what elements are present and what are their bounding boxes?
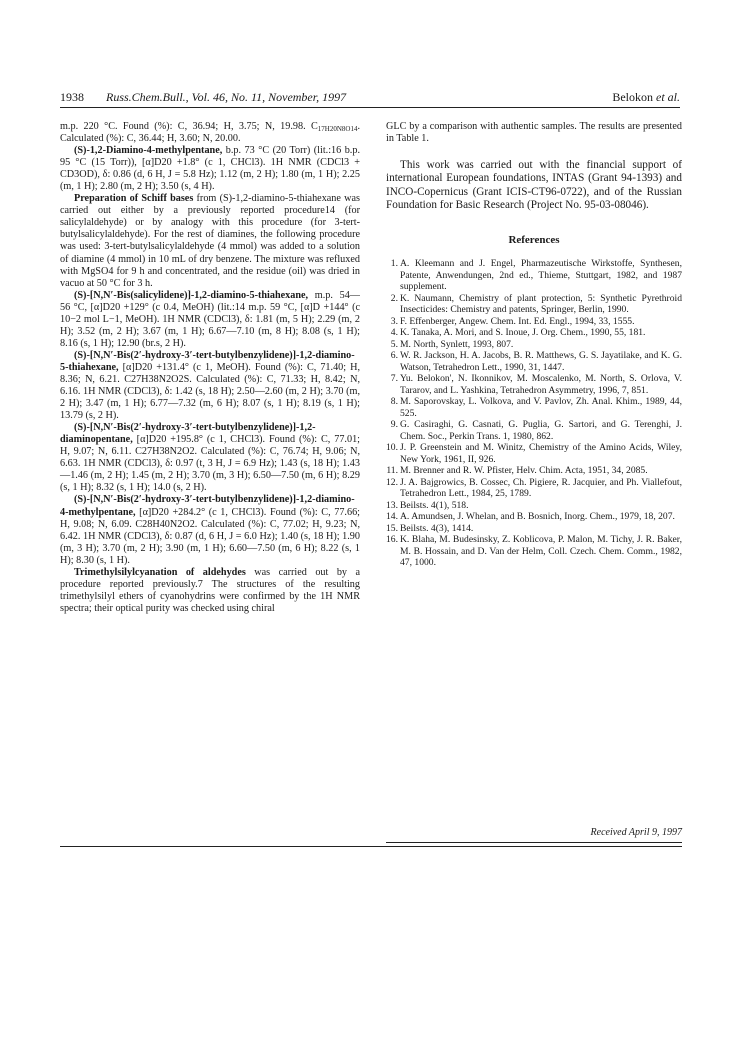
compound-title: (S)-[N,N′-Bis(2′-hydroxy-3′-tert-butylbenzylidene)]-1,2-diamino-5-thiahexane, — [60, 349, 355, 373]
section-run-in-title: Preparation of Schiff bases — [74, 193, 194, 205]
running-authors — [612, 88, 680, 106]
reference-number: 7. — [390, 373, 398, 385]
reference-text: W. R. Jackson, H. A. Jacobs, B. R. Matthews, G. S. Jayatilake, and K. G. Watson, Tetrahedron Lett., 1990, 31, 1447. — [400, 350, 682, 373]
reference-item — [386, 293, 682, 316]
reference-text: A. Kleemann and J. Engel, Pharmazeutische Wirkstoffe, Synthesen, Patente, Anwendungen, 2nd ed., Thieme, Stuttgart, 1982, and 1987 supplement. — [400, 258, 682, 293]
paragraph-bis-salicylidene — [60, 290, 360, 350]
author-name: Belokon — [612, 90, 653, 104]
reference-item — [386, 316, 682, 328]
paragraph-bis-methylpentane — [60, 494, 360, 566]
paragraph-schiff-bases — [60, 193, 360, 289]
paragraph-found-values — [60, 121, 360, 145]
reference-number: 6. — [390, 350, 398, 362]
right-column — [386, 121, 682, 569]
paragraph-bis-diaminopentane — [60, 422, 360, 494]
compound-data: b.p. 73 °C (20 Torr) (lit.:16 b.p. 95 °C (15 Torr)), [α]D20 +1.8° (c 1, CHCl3). 1H NMR (CDCl3 + CD3OD), δ: 0.86 (d, 6 H, J = 5.8 Hz); 1.12 (m, 2 H); 1.80 (m, 1 H); 2.25 (m, 1 H); 2.80 (m, 2 H); 3.50 (s, 4 H). — [60, 145, 360, 193]
compound-title: (S)-1,2-Diamino-4-methylpentane, — [74, 145, 223, 157]
reference-text: A. Amundsen, J. Whelan, and B. Bosnich, Inorg. Chem., 1979, 18, 207. — [400, 511, 675, 523]
reference-text: J. P. Greenstein and M. Winitz, Chemistry of the Amino Acids, Wiley, New York, 1961, II, 926. — [400, 442, 682, 465]
paragraph-trimethylsilylcyanation — [60, 567, 360, 615]
left-column — [60, 121, 360, 615]
reference-item — [386, 442, 682, 465]
running-header — [60, 88, 680, 106]
header-rule — [60, 107, 680, 108]
journal-citation: Russ.Chem.Bull., Vol. 46, No. 11, November, 1997 — [106, 90, 347, 104]
reference-text: M. North, Synlett, 1993, 807. — [400, 338, 514, 350]
reference-text: K. Naumann, Chemistry of plant protection, 5: Synthetic Pyrethroid Insecticides: Chemistry and patents, Springer, Berlin, 1990. — [400, 292, 682, 316]
reference-number: 2. — [390, 292, 398, 304]
reference-item — [386, 327, 682, 339]
author-suffix: et al. — [656, 90, 680, 104]
reference-number: 15. — [386, 522, 398, 534]
reference-number: 10. — [386, 442, 398, 454]
reference-item — [386, 339, 682, 351]
reference-item — [386, 511, 682, 523]
compound-data: [α]D20 +131.4° (c 1, MeOH). Found (%): C, 71.40; H, 8.36; N, 6.21. C27H38N2O2S. Calculated (%): C, 71.33; H, 8.42; N, 6.16. 1H NMR (CDCl3), δ: 1.42 (s, 18 H); 2.50—2.60 (m, 2 H); 3.70 (m, 2 H); 3.47 (m, 1 H); 6.77—7.32 (m, 6 H); 8.07 (s, 1 H); 8.19 (s, 1 H); 13.79 (s, 2 H). — [60, 361, 361, 422]
reference-text: K. Blaha, M. Budesinsky, Z. Koblicova, P. Malon, M. Tichy, J. R. Baker, M. B. Hossain, and D. Van der Helm, Coll. Czech. Chem. Comm., 1982, 47, 1000. — [400, 534, 682, 569]
references-list — [386, 258, 682, 569]
reference-number: 16. — [386, 534, 398, 546]
reference-item — [386, 534, 682, 569]
reference-item — [386, 477, 682, 500]
reference-item — [386, 465, 682, 477]
reference-number: 11. — [386, 465, 398, 477]
compound-data: [α]D20 +284.2° (c 1, CHCl3). Found (%): C, 77.66; H, 9.08; N, 6.09. C28H40N2O2. Calculated (%): C, 77.02; H, 9.23; N, 6.42. 1H NMR (CDCl3), δ: 0.87 (d, 6 H, J = 6.0 Hz); 1.40 (s, 18 H); 1.90 (m, 3 H); 3.70 (m, 2 H); 3.90 (m, 1 H); 6.60—7.50 (m, 6 H); 8.22 (s, 1 H); 8.30 (s, 1 H). — [60, 506, 361, 566]
compound-title: (S)-[N,N′-Bis(2′-hydroxy-3′-tert-butylbenzylidene)]-1,2-diamino-4-methylpentane, — [60, 494, 355, 518]
reference-item — [386, 500, 682, 512]
reference-number: 3. — [390, 315, 398, 327]
section-text: was carried out by a procedure reported previously.7 The structures of the resulting trimethylsilyl ethers of cyanohydrins were confirmed by the 1H NMR spectra; their optical purity was checked using chiral — [60, 566, 360, 614]
reference-item — [386, 258, 682, 293]
p1-formula: 17H20N8O14 — [317, 125, 358, 133]
reference-item — [386, 373, 682, 396]
reference-number: 14. — [386, 511, 398, 523]
section-text: from (S)-1,2-diamino-5-thiahexane was carried out either by a previously reported procedure14 (for salicylaldehyde) or by analogy with this procedure (for 3-tert-butylsalicylaldehyde). For the rest of diamines, the following procedure was used: 3-tert-butylsalicylaldehyde (4 mmol) was added to a solution of diamine (4 mmol) in 10 mL of dry benzene. The mixture was refluxed with MgSO4 for 9 h and concentrated, and the residue (oil) was dried in vacuo at 50 °C for 3 h. — [60, 193, 360, 289]
reference-text: G. Casiraghi, G. Casnati, G. Puglia, G. Sartori, and G. Terenghi, J. Chem. Soc., Perkin Trans. 1, 1980, 862. — [400, 419, 682, 442]
page-number: 1938 — [60, 90, 84, 104]
compound-data: [α]D20 +195.8° (c 1, CHCl3). Found (%): C, 77.01; H, 9.07; N, 6.11. C27H38N2O2. Calculated (%): C, 76.74; H, 9.06; N, 6.63. 1H NMR (CDCl3), δ: 0.97 (t, 3 H, J = 6.9 Hz); 1.43 (s, 18 H); 1.43—1.46 (m, 2 H); 1.45 (m, 2 H); 3.70 (m, 3 H); 6.50—7.50 (m, 6 H); 8.29 (s, 1 H); 8.32 (s, 1 H); 14.0 (s, 2 H). — [60, 434, 361, 494]
p1-text-a: m.p. 220 °C. Found (%): C, 36.94; H, 3.75; N, 19.98. C — [60, 121, 318, 132]
reference-item — [386, 419, 682, 442]
reference-number: 4. — [390, 327, 398, 339]
reference-number: 12. — [386, 476, 398, 488]
reference-text: Yu. Belokon', N. Ikonnikov, M. Moscalenko, M. North, S. Orlova, V. Tararov, and L. Yashkina, Tetrahedron Asymmetry, 1996, 7, 851. — [400, 373, 682, 396]
reference-number: 1. — [390, 258, 398, 270]
references-heading: References — [508, 234, 560, 247]
reference-text: M. Brenner and R. W. Pfister, Helv. Chim. Acta, 1951, 34, 2085. — [400, 465, 648, 477]
received-date: Received April 9, 1997 — [590, 827, 682, 838]
reference-text: Beilsts. 4(3), 1414. — [400, 522, 474, 534]
reference-number: 13. — [386, 499, 398, 511]
paragraph-glc-continuation: GLC by a comparison with authentic samples. The results are presented in Table 1. — [386, 121, 682, 145]
acknowledgement: This work was carried out with the financial support of international European foundations, INTAS (Grant 94-1393) and INCO-Copernicus (Grant ICIS-CT96-0722), and of the Russian Foundation for Basic Research (Project No. 95-03-08046). — [386, 159, 682, 211]
reference-text: Beilsts. 4(1), 518. — [400, 499, 469, 511]
reference-text: F. Effenberger, Angew. Chem. Int. Ed. Engl., 1994, 33, 1555. — [400, 315, 635, 327]
reference-text: J. A. Bajgrowics, B. Cossec, Ch. Pigiere, R. Jacquier, and Ph. Viallefout, Tetrahedron Lett., 1984, 25, 1789. — [400, 476, 682, 500]
compound-data: m.p. 54—56 °C, [α]D20 +129° (c 0.4, MeOH) (lit.:14 m.p. 59 °C, [α]D +144° (c 10−2 mol L−1, MeOH). 1H NMR (CDCl3), δ: 1.81 (m, 5 H); 2.29 (m, 2 H); 3.52 (m, 2 H); 3.67 (m, 1 H); 6.67—7.10 (m, 8 H); 8.08 (s, 1 H); 8.16 (s, 1 H); 12.90 (br.s, 2 H). — [60, 289, 360, 349]
p1-text-b: . Calculated (%): C, 36.44; H, 3.60; N, 20.00. — [60, 121, 360, 145]
reference-item — [386, 396, 682, 419]
reference-item — [386, 350, 682, 373]
section-run-in-title: Trimethylsilylcyanation of aldehydes — [74, 566, 246, 578]
footer-rule-full — [60, 846, 682, 847]
paragraph-bis-thiahexane — [60, 350, 360, 422]
reference-number: 5. — [390, 338, 398, 350]
reference-number: 9. — [390, 419, 398, 431]
compound-title: (S)-[N,N′-Bis(salicylidene)]-1,2-diamino-5-thiahexane, — [74, 289, 309, 301]
paragraph-diamino-methylpentane — [60, 145, 360, 193]
reference-number: 8. — [390, 396, 398, 408]
compound-title: (S)-[N,N′-Bis(2′-hydroxy-3′-tert-butylbenzylidene)]-1,2-diaminopentane, — [60, 422, 316, 446]
reference-text: K. Tanaka, A. Mori, and S. Inoue, J. Org. Chem., 1990, 55, 181. — [400, 327, 646, 339]
reference-text: M. Saporovskay, L. Volkova, and V. Pavlov, Zh. Anal. Khim., 1989, 44, 525. — [400, 396, 682, 419]
reference-item — [386, 523, 682, 535]
footer-rule — [386, 842, 682, 843]
